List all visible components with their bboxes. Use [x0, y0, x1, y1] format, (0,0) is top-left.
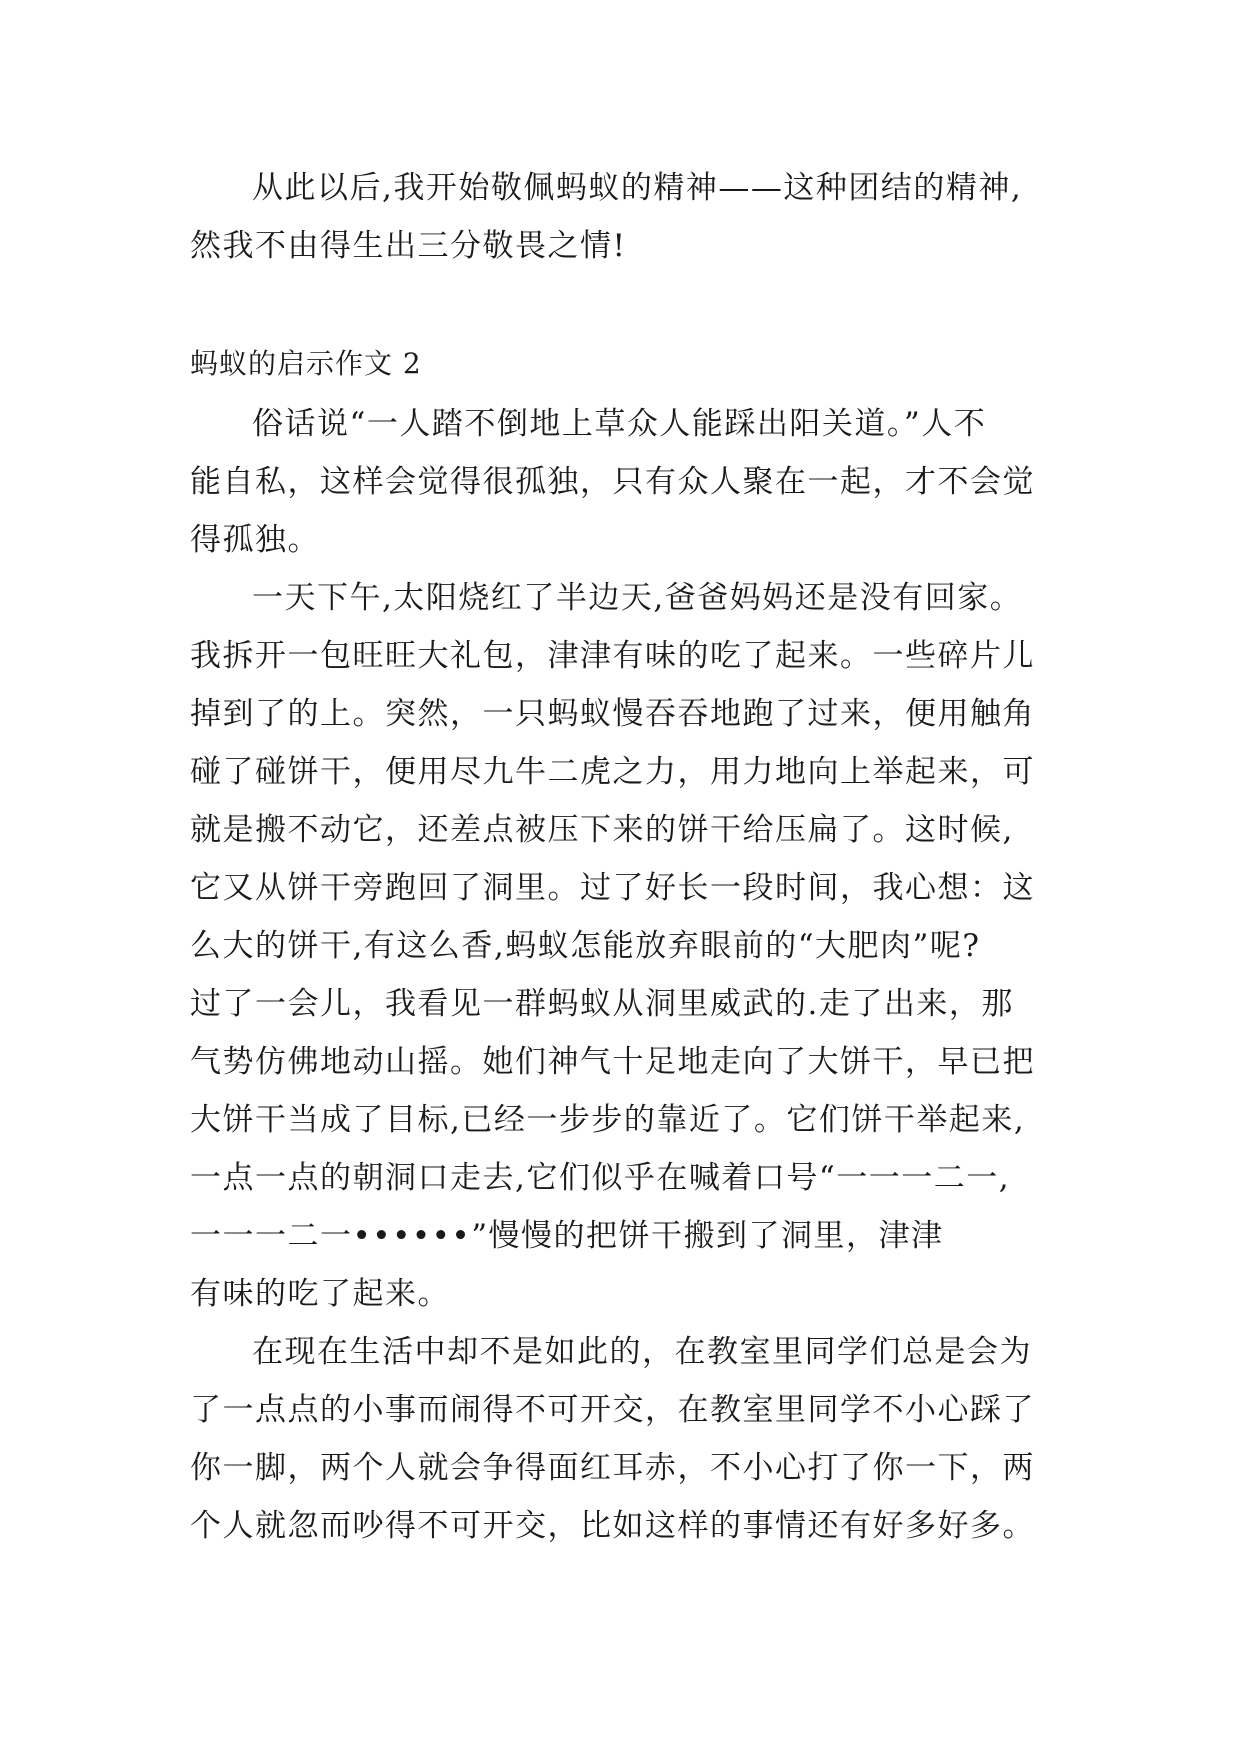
- paragraph-line: 有味的吃了起来。: [190, 1276, 450, 1312]
- paragraph-line: 我拆开一包旺旺大礼包，津津有味的吃了起来。一些碎片儿: [190, 638, 1035, 674]
- paragraph-line: 碰了碰饼干，便用尽九牛二虎之力，用力地向上举起来，可: [190, 754, 1035, 790]
- paragraph-line: 气势仿佛地动山摇。她们神气十足地走向了大饼干，早已把: [190, 1044, 1035, 1080]
- paragraph-line: 个人就忽而吵得不可开交，比如这样的事情还有好多好多。: [190, 1508, 1035, 1544]
- paragraph-line: 一点一点的朝洞口走去,它们似乎在喊着口号“一一一二一,: [190, 1160, 1011, 1196]
- paragraph-line: 能自私，这样会觉得很孤独，只有众人聚在一起，才不会觉: [190, 464, 1035, 500]
- paragraph-line: 从此以后,我开始敬佩蚂蚁的精神——这种团结的精神,: [252, 170, 1023, 206]
- paragraph-line: 在现在生活中却不是如此的，在教室里同学们总是会为: [252, 1334, 1032, 1370]
- paragraph-line: 然我不由得生出三分敬畏之情!: [190, 228, 627, 264]
- paragraph-line: 一天下午,太阳烧红了半边天,爸爸妈妈还是没有回家。: [252, 580, 1023, 616]
- paragraph-line: 它又从饼干旁跑回了洞里。过了好长一段时间，我心想：这: [190, 870, 1035, 906]
- paragraph-line: 大饼干当成了目标,已经一步步的靠近了。它们饼干举起来,: [190, 1102, 1026, 1138]
- paragraph-line: 了一点点的小事而闹得不可开交，在教室里同学不小心踩了: [190, 1392, 1035, 1428]
- paragraph-line: 过了一会儿，我看见一群蚂蚁从洞里威武的.走了出来，那: [190, 986, 1014, 1022]
- paragraph-line: 就是搬不动它，还差点被压下来的饼干给压扁了。这时候,: [190, 812, 1014, 848]
- paragraph-line: 么大的饼干,有这么香,蚂蚁怎能放弃眼前的“大肥肉”呢?: [190, 928, 981, 964]
- section-heading: 蚂蚁的启示作文 2: [190, 347, 422, 380]
- paragraph-line: 掉到了的上。突然，一只蚂蚁慢吞吞地跑了过来，便用触角: [190, 696, 1035, 732]
- paragraph-line: 一一一二一••••••”慢慢的把饼干搬到了洞里，津津: [190, 1218, 944, 1254]
- paragraph-line: 你一脚，两个人就会争得面红耳赤，不小心打了你一下，两: [190, 1450, 1035, 1486]
- paragraph-line: 得孤独。: [190, 522, 320, 558]
- paragraph-line: 俗话说“一人踏不倒地上草众人能踩出阳关道。”人不: [252, 406, 987, 442]
